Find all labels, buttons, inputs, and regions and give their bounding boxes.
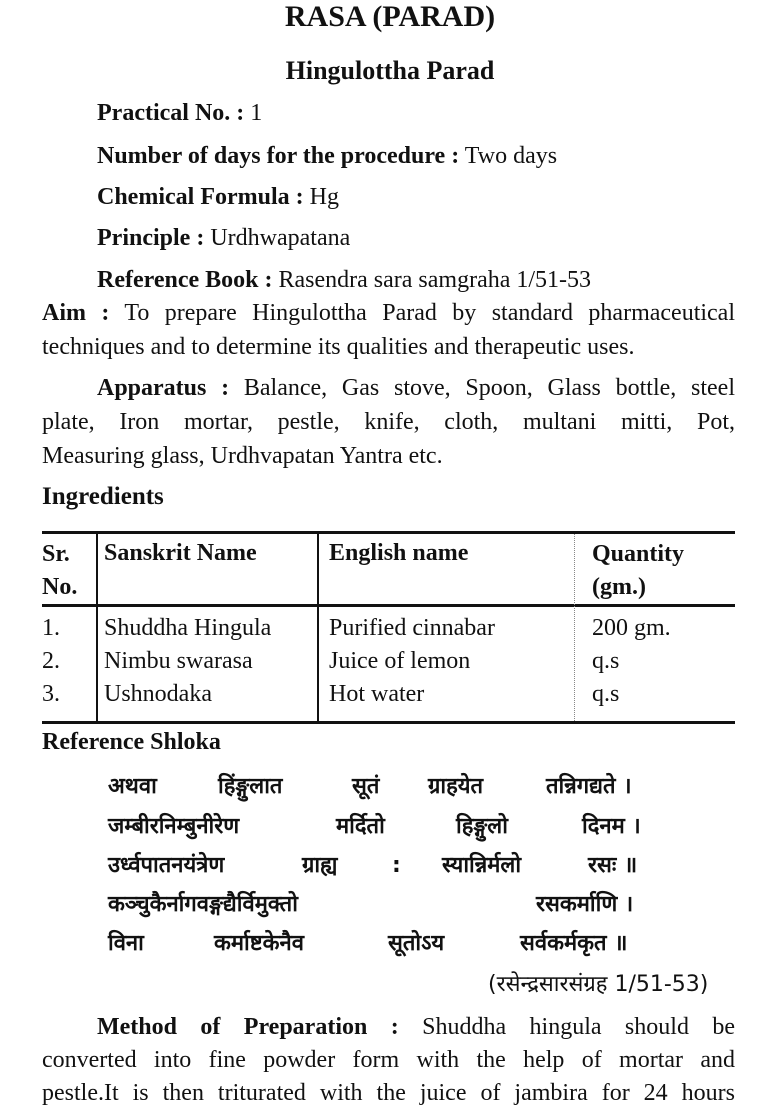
- shloka-word: कर्माष्टकेनैव: [214, 931, 304, 956]
- shloka-word: :: [392, 853, 401, 878]
- aim-text: To prepare Hingulottha Parad by standard pharmaceutical: [124, 300, 735, 326]
- aim-label: Aim :: [42, 300, 110, 326]
- row-1-sr: 1.: [42, 615, 60, 641]
- aim-line-1: [42, 298, 735, 328]
- field-label: Reference Book :: [97, 267, 273, 293]
- field-principle: [97, 223, 350, 253]
- shloka-word: ग्राह्य: [302, 853, 338, 878]
- field-practical-no: [97, 98, 262, 128]
- shloka-word: जम्बीरनिम्बुनीरेण: [108, 814, 240, 839]
- column-divider: [96, 534, 98, 721]
- method-text: Shuddha hingula should be: [422, 1014, 736, 1040]
- apparatus-line-1: [97, 373, 735, 403]
- row-2-english: Juice of lemon: [329, 648, 471, 674]
- page-subtitle: Hingulottha Parad: [285, 56, 495, 85]
- field-label: Principle :: [97, 225, 205, 251]
- aim-line-2: techniques and to determine its qualities and therapeutic uses.: [42, 334, 635, 360]
- shloka-word: अथवा: [108, 774, 157, 799]
- field-label: Chemical Formula :: [97, 184, 304, 210]
- apparatus-text: Balance, Gas stove, Spoon, Glass bottle, steel: [243, 375, 735, 401]
- ingredients-heading: Ingredients: [42, 483, 164, 510]
- shloka-word: उर्ध्वपातनयंत्रेण: [108, 853, 225, 878]
- shloka-word: सर्वकर्मकृत ॥: [520, 931, 628, 956]
- shloka-word: कञ्चुकैर्नागवङ्गद्यैर्विमुक्तो: [108, 892, 298, 917]
- header-quantity: Quantity (gm.): [592, 541, 685, 600]
- row-2-quantity: q.s: [592, 648, 620, 674]
- method-line-3: pestle.It is then triturated with the juice of jambira for 24 hours: [42, 1080, 735, 1106]
- apparatus-label: Apparatus :: [97, 375, 230, 401]
- shloka-word: हिङ्गुलो: [456, 814, 508, 839]
- table-header-divider: [42, 604, 735, 607]
- shloka-word: सूतोऽय: [388, 931, 445, 956]
- shloka-word: स्यान्निर्मलो: [442, 853, 522, 878]
- header-sr-no: Sr. No.: [42, 541, 78, 600]
- shloka-word: ग्राहयेत: [428, 774, 484, 799]
- row-3-english: Hot water: [329, 681, 425, 707]
- row-3-sanskrit: Ushnodaka: [104, 681, 212, 707]
- shloka-word: विना: [108, 931, 144, 956]
- shloka-word: रसकर्माणि ।: [536, 892, 634, 917]
- shloka-word: तन्निगद्यते ।: [546, 774, 632, 799]
- method-label: Method of Preparation :: [97, 1014, 399, 1040]
- row-1-quantity: 200 gm.: [592, 615, 671, 641]
- field-formula: [97, 182, 339, 212]
- row-2-sr: 2.: [42, 648, 60, 674]
- row-2-sanskrit: Nimbu swarasa: [104, 648, 253, 674]
- row-3-sr: 3.: [42, 681, 60, 707]
- apparatus-line-2: plate, Iron mortar, pestle, knife, cloth, multani mitti, Pot,: [42, 409, 735, 435]
- row-1-english: Purified cinnabar: [329, 615, 495, 641]
- ingredients-table: [42, 531, 735, 724]
- field-value: Hg: [309, 184, 339, 210]
- field-label: Number of days for the procedure :: [97, 143, 460, 169]
- field-value: 1: [250, 100, 263, 126]
- method-line-2: converted into fine powder form with the help of mortar and: [42, 1047, 735, 1073]
- page-title: RASA (PARAD): [284, 0, 496, 33]
- shloka-word: मर्दितो: [336, 814, 385, 839]
- row-3-quantity: q.s: [592, 681, 620, 707]
- shloka-word: हिंङ्गुलात: [218, 774, 283, 799]
- field-value: Urdhwapatana: [210, 225, 351, 251]
- field-label: Practical No. :: [97, 100, 245, 126]
- shloka-word: सूतं: [352, 774, 380, 799]
- field-value: Two days: [464, 143, 558, 169]
- row-1-sanskrit: Shuddha Hingula: [104, 615, 272, 641]
- header-sanskrit-name: Sanskrit Name: [104, 540, 257, 566]
- shloka-word: दिनम ।: [582, 814, 641, 839]
- apparatus-line-3: Measuring glass, Urdhvapatan Yantra etc.: [42, 443, 443, 469]
- shloka-word: रसः ॥: [588, 853, 638, 878]
- method-line-1: [97, 1012, 735, 1042]
- column-divider: [574, 534, 575, 721]
- shloka-citation: (रसेन्द्रसारसंग्रह 1/51-53): [488, 972, 709, 997]
- field-value: Rasendra sara samgraha 1/51-53: [278, 267, 592, 293]
- field-days: [97, 141, 557, 171]
- shloka-heading: Reference Shloka: [42, 729, 221, 755]
- field-reference-book: [97, 265, 591, 295]
- header-english-name: English name: [329, 540, 469, 566]
- column-divider: [317, 534, 319, 721]
